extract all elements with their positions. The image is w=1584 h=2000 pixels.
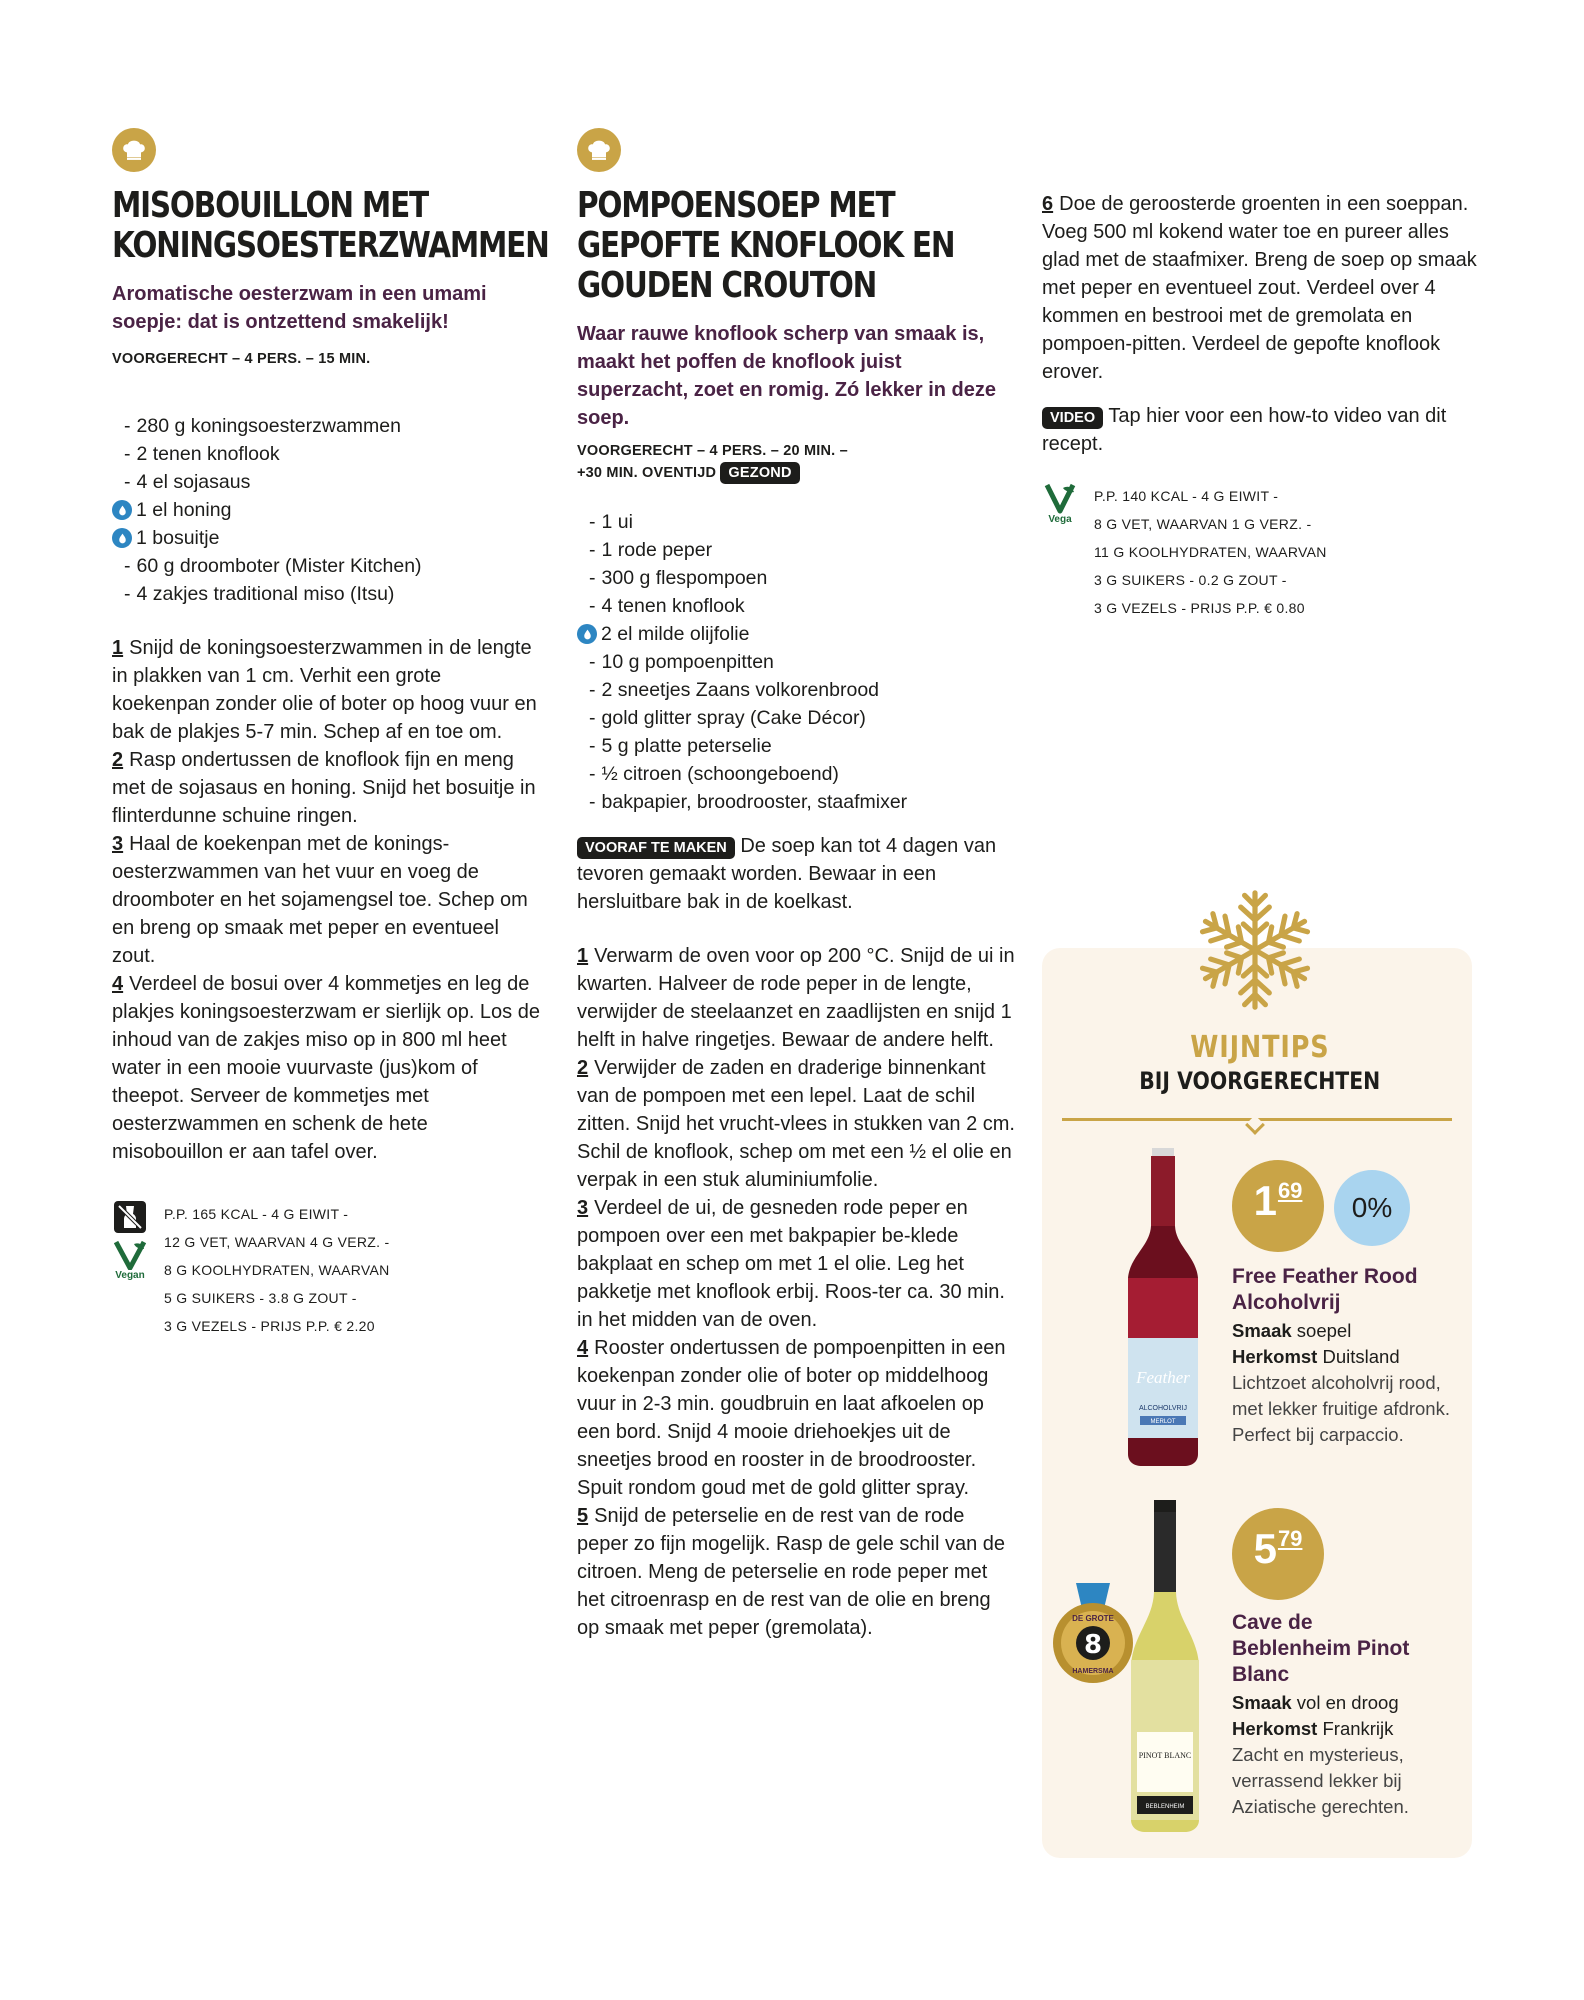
recipe-meta: VOORGERECHT – 4 PERS. – 15 MIN. [112, 351, 371, 367]
ingredient-list [112, 412, 542, 608]
ah-drop-icon [112, 528, 132, 548]
recipe-steps [1042, 190, 1482, 386]
ingredient-list [577, 508, 1017, 816]
step: 1 Verwarm de oven voor op 200 °C. Snijd de ui in kwarten. Halveer de rode peper in de lengte, verwijder de steelaanzet en zaadlijsten en snijd 1 helft in halve ringetjes. Bewaar de andere helft. [577, 945, 1015, 1051]
nutrition-text: P.P. 165 KCAL - 4 G EIWIT - 12 G VET, WAARVAN 4 G VERZ. - 8 G KOOLHYDRATEN, WAARVAN 5 G SUIKERS - 3.8 G ZOUT - 3 G VEZELS - PRIJS P.P. € 2.20 [164, 1206, 390, 1334]
nutrition-block [1042, 482, 1482, 622]
step: 3 Verdeel de ui, de gesneden rode peper en pompoen over een met bakpapier be-klede bakplaat en schep om met 1 el olie. Leg het pakketje met knoflook erbij. Roos-ter ca. 30 min. in het midden van de oven. [577, 1197, 1005, 1331]
wine-description: Smaak soepel Herkomst Duitsland Lichtzoet alcoholvrij rood, met lekker fruitige afdronk. Perfect bij carpaccio. [1232, 1320, 1450, 1445]
recipe-misobouillon [112, 128, 549, 1340]
ingredient-item: - gold glitter spray (Cake Décor) [589, 707, 866, 729]
svg-text:MERLOT: MERLOT [1150, 1419, 1176, 1425]
recipe-pompoensoep [577, 128, 1017, 1642]
recipe-meta: VOORGERECHT – 4 PERS. – 20 MIN. – +30 MIN. OVENTIJD GEZOND [577, 440, 1017, 484]
price-badge: 1 69 [1232, 1160, 1324, 1252]
svg-text:PINOT BLANC: PINOT BLANC [1138, 1751, 1192, 1760]
ingredient-item: - 5 g platte peterselie [589, 735, 772, 757]
step: 4 Rooster ondertussen de pompoenpitten in een koekenpan zonder olie of boter op middelhoog vuur in 2-3 min. goudbruin en laat afkoelen op een bord. Snijd 4 mooie driehoekjes uit de sneetjes brood en rooster in de broodrooster. Spuit rondom goud met de gold glitter spray. [577, 1337, 1006, 1499]
ah-drop-icon [112, 500, 132, 520]
no-alcohol-icon [113, 1200, 147, 1234]
svg-text:BEBLENHEIM: BEBLENHEIM [1145, 1804, 1185, 1810]
ingredient-item: - 60 g droomboter (Mister Kitchen) [124, 555, 422, 577]
step: 3 Haal de koekenpan met de konings-oesterzwammen van het vuur en voeg de droomboter en het sojamengsel toe. Schep om en breng op smaak met peper en eventueel zout. [112, 833, 528, 967]
recipe-title: POMPOENSOEP MET GEPOFTE KNOFLOOK EN GOUDEN CROUTON [577, 185, 955, 306]
svg-text:ALCOHOLVRIJ: ALCOHOLVRIJ [1138, 1405, 1188, 1412]
vega-icon: Vega [1044, 482, 1076, 525]
step: 2 Rasp ondertussen de knoflook fijn en meng met de sojasaus en honing. Snijd het bosuitje in flinterdunne schuine ringen. [112, 749, 536, 827]
video-badge: VIDEO [1042, 407, 1103, 429]
nutrition-block [112, 1200, 542, 1340]
ingredient-item: - 1 ui [589, 511, 633, 533]
svg-text:DE GROTE: DE GROTE [1072, 1614, 1114, 1623]
recipe-title: MISOBOUILLON MET KONINGSOESTERZWAMMEN [112, 185, 549, 266]
ingredient-item: - 4 zakjes traditional miso (Itsu) [124, 583, 395, 605]
recipe-steps [577, 942, 1017, 1642]
wine-tips-header [1060, 1030, 1460, 1095]
make-ahead-badge: VOORAF TE MAKEN [577, 837, 735, 859]
ingredient-item: - 300 g flespompoen [589, 567, 768, 589]
wine-tips-title: WIJNTIPS [1190, 1030, 1330, 1065]
ingredient-item: - 4 el sojasaus [124, 471, 251, 493]
ingredient-item: - 280 g koningsoesterzwammen [124, 415, 401, 437]
step: 2 Verwijder de zaden en draderige binnenkant van de pompoen met een lepel. Laat de schil zitten. Snijd het vrucht-vlees in stukken van 2 cm. Schil de knoflook, schep om met een ½ el olie en verpak in een stuk aluminiumfolie. [577, 1057, 1015, 1191]
ingredient-item: - 1 rode peper [589, 539, 713, 561]
recipe-pompoensoep-continued [1042, 190, 1482, 622]
svg-text:8: 8 [1083, 1630, 1103, 1660]
video-link[interactable]: VIDEO Tap hier voor een how-to video van dit recept. [1042, 405, 1447, 455]
step: 1 Snijd de koningsoesterzwammen in de lengte in plakken van 1 cm. Verhit een grote koekenpan zonder olie of boter op hoog vuur en bak de plakjes 5-7 min. Schep af en toe om. [112, 637, 537, 743]
wine-bottle-free-feather [1120, 1148, 1206, 1466]
medal-icon [1048, 1583, 1138, 1687]
ingredient-item: - 2 sneetjes Zaans volkorenbrood [589, 679, 880, 701]
ah-drop-icon [577, 624, 597, 644]
recipe-steps [112, 634, 542, 1166]
wine-tips-subtitle: BIJ VOORGERECHTEN [1139, 1067, 1381, 1095]
wine-name: Cave de Beblenheim Pinot Blanc [1232, 1611, 1410, 1686]
step: 6 Doe de geroosterde groenten in een soeppan. Voeg 500 ml kokend water toe en pureer alles glad met de staafmixer. Breng de soep op smaak met peper en eventueel zout. Verdeel over 4 kommen en bestrooi met de gremolata en pompoen-pitten. Verdeel de gepofte knoflook erover. [1042, 193, 1477, 383]
ingredient-item: - 10 g pompoenpitten [589, 651, 774, 673]
nutrition-text: P.P. 140 KCAL - 4 G EIWIT - 8 G VET, WAARVAN 1 G VERZ. - 11 G KOOLHYDRATEN, WAARVAN 3 G SUIKERS - 0.2 G ZOUT - 3 G VEZELS - PRIJS P.P. € 0.80 [1094, 488, 1327, 616]
wine-description: Smaak vol en droog Herkomst Frankrijk Zacht en mysterieus, verrassend lekker bij Aziatische gerechten. [1232, 1692, 1409, 1817]
ingredient-item: - 2 tenen knoflook [124, 443, 280, 465]
price-badge: 5 79 [1232, 1508, 1324, 1600]
ingredient-item: 1 el honing [112, 496, 542, 524]
recipe-intro: Waar rauwe knoflook scherp van smaak is, maakt het poffen de knoflook juist superzacht, zoet en romig. Zó lekker in deze soep. [577, 323, 996, 429]
svg-text:Feather: Feather [1136, 1368, 1190, 1387]
ingredient-item: 1 bosuitje [112, 524, 542, 552]
ingredient-item: - bakpapier, broodrooster, staafmixer [589, 791, 908, 813]
make-ahead-note: VOORAF TE MAKEN De soep kan tot 4 dagen van tevoren gemaakt worden. Bewaar in een hersluitbare bak in de koelkast. [577, 835, 997, 913]
step: 4 Verdeel de bosui over 4 kommetjes en leg de plakjes koningsoesterzwam er sierlijk op. Los de inhoud van de zakjes miso op in 800 ml heet water in een mooie vuurvaste (jus)kom of theepot. Serveer de kommetjes met oesterzwammen en schenk de hete misobouillon er aan tafel over. [112, 973, 540, 1163]
chef-hat-icon [577, 128, 621, 172]
healthy-badge: GEZOND [720, 462, 799, 484]
svg-text:HAMERSMA: HAMERSMA [1072, 1668, 1114, 1675]
ingredient-item: - ½ citroen (schoongeboend) [589, 763, 839, 785]
recipe-intro: Aromatische oesterzwam in een umami soepje: dat is ontzettend smakelijk! [112, 283, 487, 333]
step: 5 Snijd de peterselie en de rest van de rode peper zo fijn mogelijk. Rasp de gele schil van de citroen. Meng de peterselie en rode peper met het citroenrasp en de rest van de olie en breng op smaak met peper (gremolata). [577, 1505, 1006, 1639]
chef-hat-icon [112, 128, 156, 172]
vegan-icon: Vegan [114, 1240, 146, 1281]
ingredient-item: - 4 tenen knoflook [589, 595, 745, 617]
snowflake-icon [1190, 885, 1320, 1015]
wine-name: Free Feather Rood Alcoholvrij [1232, 1265, 1418, 1314]
alcohol-percentage-badge: 0% [1334, 1170, 1410, 1246]
ingredient-item: 2 el milde olijfolie [577, 620, 1017, 648]
